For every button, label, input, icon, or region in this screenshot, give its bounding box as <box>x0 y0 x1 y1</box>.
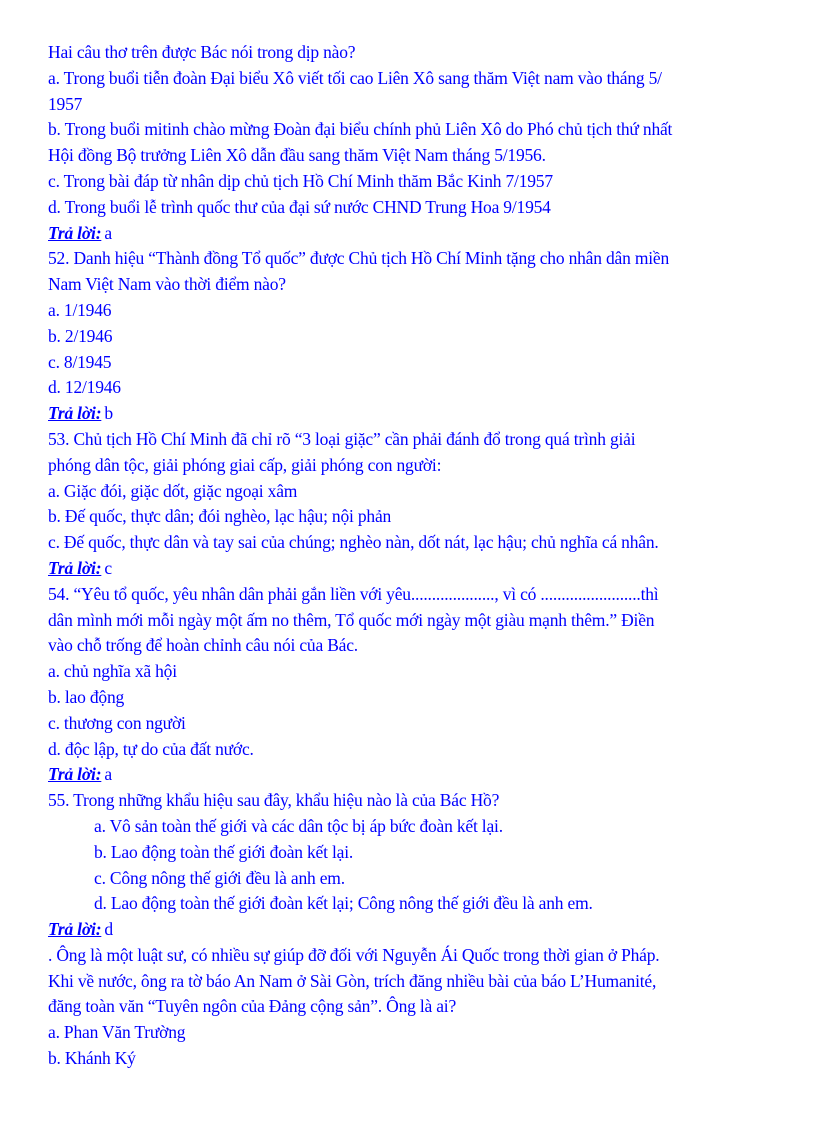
document-page <box>48 40 788 1072</box>
option-b: b. Trong buổi mitinh chào mừng Đoàn đại biểu chính phủ Liên Xô do Phó chủ tịch thứ nhất <box>48 119 673 140</box>
answer-value: b <box>104 403 113 424</box>
question-text: 53. Chủ tịch Hồ Chí Minh đã chỉ rõ “3 loại giặc” cần phải đánh đổ trong quá trình giải <box>48 428 636 449</box>
option-a-continued: 1957 <box>48 93 83 114</box>
option-a: a. 1/1946 <box>48 299 112 320</box>
question-text-continued: dân mình mới mỗi ngày một ấm no thêm, Tổ quốc mới ngày một giàu mạnh thêm.” Điền <box>48 609 655 630</box>
question-text: 54. “Yêu tổ quốc, yêu nhân dân phải gắn liền với yêu...................., vì có ........................thì <box>48 583 659 604</box>
answer-value: d <box>104 919 113 940</box>
answer-label: Trả lời: <box>48 764 102 785</box>
answer-label: Trả lời: <box>48 919 102 940</box>
question-text-continued: vào chỗ trống để hoàn chỉnh câu nói của Bác. <box>48 635 358 656</box>
question-block <box>48 246 788 427</box>
answer-label: Trả lời: <box>48 222 102 243</box>
option-c: c. Đế quốc, thực dân và tay sai của chúng; nghèo nàn, dốt nát, lạc hậu; chủ nghĩa cá nhân. <box>48 532 659 553</box>
option-d: d. độc lập, tự do của đất nước. <box>48 738 254 759</box>
answer-value: a <box>104 764 112 785</box>
answer-line <box>48 556 788 582</box>
answer-line <box>48 917 788 943</box>
question-text-continued: Khi về nước, ông ra tờ báo An Nam ở Sài Gòn, trích đăng nhiều bài của báo L’Humanité, <box>48 970 657 991</box>
option-a: a. chủ nghĩa xã hội <box>48 661 177 682</box>
option-a: a. Phan Văn Trường <box>48 1022 186 1043</box>
answer-line <box>48 401 788 427</box>
answer-line <box>48 221 788 247</box>
answer-value: c <box>104 557 112 578</box>
question-text: 55. Trong những khẩu hiệu sau đây, khẩu hiệu nào là của Bác Hồ? <box>48 790 500 811</box>
option-d: d. 12/1946 <box>48 377 121 398</box>
answer-label: Trả lời: <box>48 403 102 424</box>
option-b-continued: Hội đồng Bộ trưởng Liên Xô dẫn đầu sang thăm Việt Nam tháng 5/1956. <box>48 145 546 166</box>
option-c: c. thương con người <box>48 712 186 733</box>
question-text: Hai câu thơ trên được Bác nói trong dịp nào? <box>48 42 356 62</box>
question-block <box>48 788 788 943</box>
question-text-continued: đăng toàn văn “Tuyên ngôn của Đảng cộng sản”. Ông là ai? <box>48 996 457 1017</box>
option-b: b. 2/1946 <box>48 325 113 346</box>
question-text: 52. Danh hiệu “Thành đồng Tổ quốc” được Chủ tịch Hồ Chí Minh tặng cho nhân dân miền <box>48 248 670 269</box>
question-text-continued: Nam Việt Nam vào thời điểm nào? <box>48 274 286 295</box>
option-a: a. Giặc đói, giặc dốt, giặc ngoại xâm <box>48 480 298 501</box>
option-c: c. Trong bài đáp từ nhân dịp chủ tịch Hồ Chí Minh thăm Bắc Kinh 7/1957 <box>48 170 553 191</box>
option-a: a. Trong buổi tiễn đoàn Đại biểu Xô viết tối cao Liên Xô sang thăm Việt nam vào tháng 5/ <box>48 67 662 88</box>
question-block <box>48 943 788 1072</box>
answer-line <box>48 762 788 788</box>
question-block <box>48 427 788 582</box>
question-text: . Ông là một luật sư, có nhiều sự giúp đỡ đối với Nguyễn Ái Quốc trong thời gian ở Pháp. <box>48 944 660 965</box>
question-block <box>48 582 788 788</box>
option-b: b. lao động <box>48 686 125 707</box>
option-b: b. Khánh Ký <box>48 1048 136 1069</box>
question-block <box>48 40 788 246</box>
option-c: c. 8/1945 <box>48 351 112 372</box>
option-a: a. Vô sản toàn thế giới và các dân tộc bị áp bức đoàn kết lại. <box>94 815 503 836</box>
option-d: d. Trong buổi lễ trình quốc thư của đại sứ nước CHND Trung Hoa 9/1954 <box>48 196 551 217</box>
option-b: b. Đế quốc, thực dân; đói nghèo, lạc hậu; nội phản <box>48 506 392 527</box>
answer-label: Trả lời: <box>48 557 102 578</box>
question-text-continued: phóng dân tộc, giải phóng giai cấp, giải phóng con người: <box>48 454 442 475</box>
option-b: b. Lao động toàn thế giới đoàn kết lại. <box>94 841 354 862</box>
option-d: d. Lao động toàn thế giới đoàn kết lại; Công nông thế giới đều là anh em. <box>94 893 593 914</box>
answer-value: a <box>104 222 112 243</box>
option-c: c. Công nông thế giới đều là anh em. <box>94 867 345 888</box>
